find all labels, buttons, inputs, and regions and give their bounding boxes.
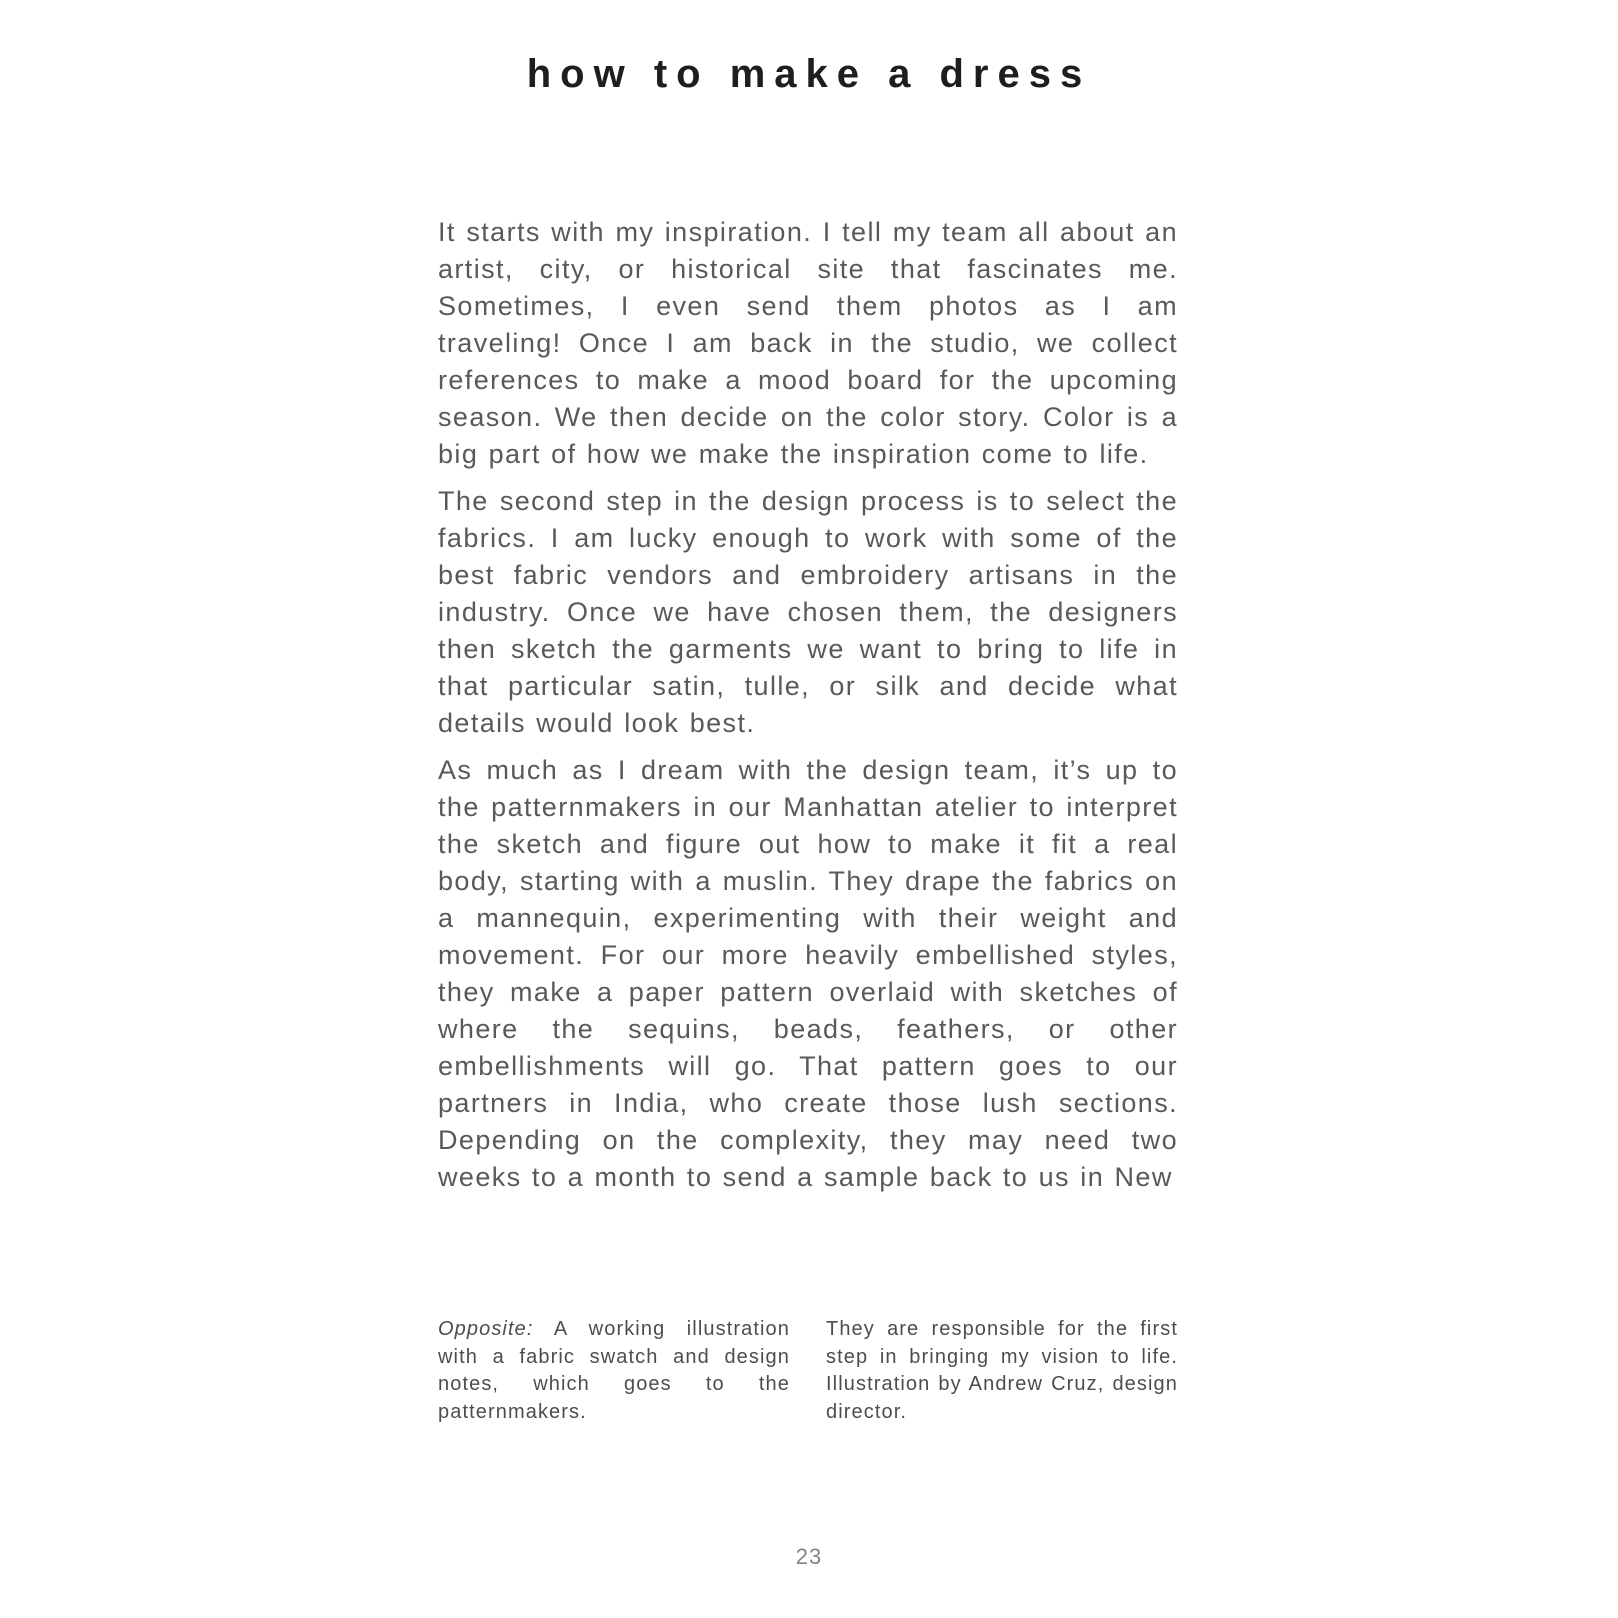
- page-number: 23: [795, 1544, 823, 1569]
- caption-left-lead-italic: Opposite:: [438, 1318, 534, 1340]
- body-paragraph: The second step in the design process is to select the fabrics. I am lucky enough to work with some of the best fabric vendors and embroidery artisans in the industry. Once we have chosen them, the designers then sketch the garments we want to bring to life in that particular satin, tulle, or silk and decide what details would look best.: [438, 486, 1178, 738]
- page-title: how to make a dress: [526, 52, 1092, 96]
- caption-right: They are responsible for the first step in bringing my vision to life. Illustration by Andrew Cruz, design director.: [826, 1318, 1178, 1423]
- body-paragraph: It starts with my inspiration. I tell my team all about an artist, city, or historical site that fascinates me. Sometimes, I even send them photos as I am traveling! Once I am back in the studio, we collect references to make a mood board for the upcoming season. We then decide on the color story. Color is a big part of how we make the inspiration come to life.: [438, 217, 1178, 469]
- body-text-column: [438, 214, 1178, 1196]
- body-paragraph: As much as I dream with the design team, it’s up to the patternmakers in our Manhattan atelier to interpret the sketch and figure out how to make it fit a real body, starting with a muslin. They drape the fabrics on a mannequin, experimenting with their weight and movement. For our more heavily embellished styles, they make a paper pattern overlaid with sketches of where the sequins, beads, feathers, or other embellishments will go. That pattern goes to our partners in India, who create those lush sections. Depending on the complexity, they may need two weeks to a month to send a sample back to us in New: [438, 755, 1178, 1192]
- caption-left: [438, 1316, 790, 1426]
- caption-left-text: A working illustration with a fabric swatch and design notes, which goes to the patternmakers.: [438, 1318, 790, 1423]
- caption-row: [438, 1316, 1178, 1426]
